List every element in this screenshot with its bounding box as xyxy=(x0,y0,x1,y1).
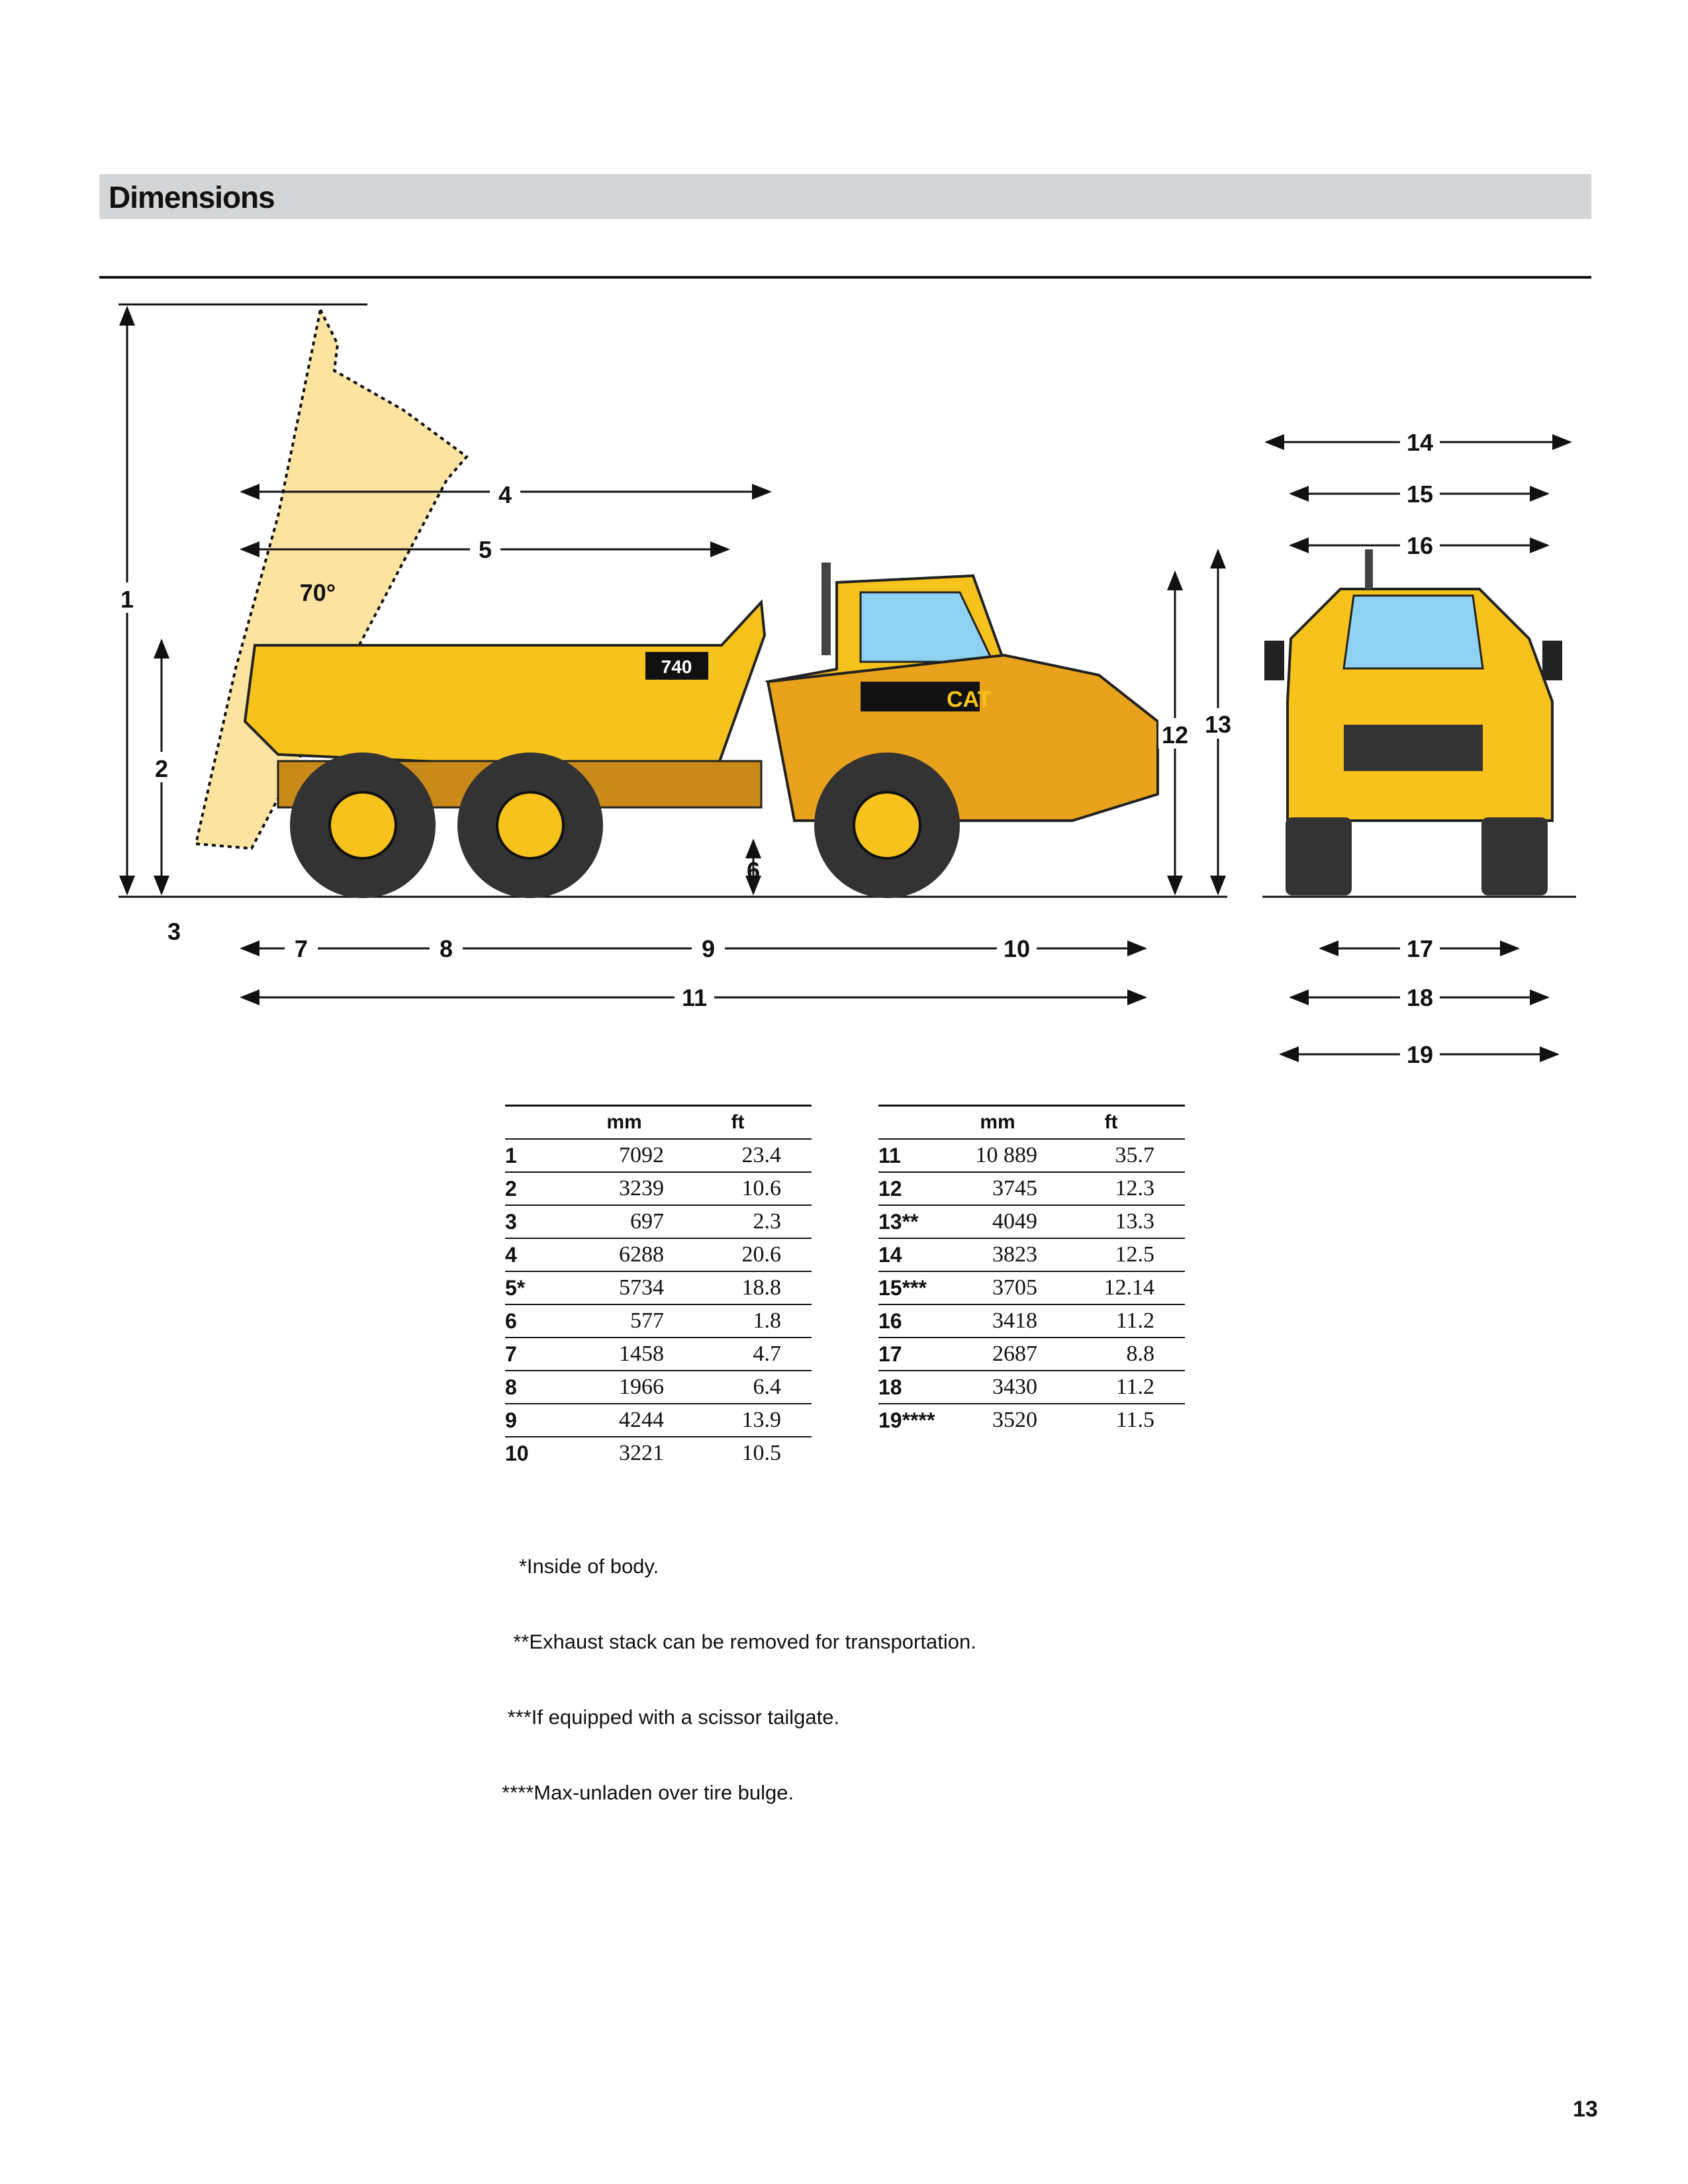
cell-mm: 1458 xyxy=(585,1338,664,1371)
wheel xyxy=(457,752,603,898)
cell-mm: 7092 xyxy=(585,1139,664,1172)
dim-label: 8 xyxy=(439,935,453,962)
footnote: *Inside of body. xyxy=(502,1555,659,1578)
dim-label: 1 xyxy=(120,586,134,613)
dim-label: 5 xyxy=(478,536,492,563)
cell-mm: 3823 xyxy=(958,1238,1037,1271)
cell-ft: 12.3 xyxy=(1037,1172,1185,1205)
cell-ft: 12.5 xyxy=(1037,1238,1185,1271)
cell-mm: 3430 xyxy=(958,1371,1037,1404)
dim-label: 14 xyxy=(1406,429,1434,456)
cell-key: 1 xyxy=(505,1139,585,1172)
cell-mm: 1966 xyxy=(585,1371,664,1404)
cell-mm: 3221 xyxy=(619,1441,664,1465)
cell-mm: 3520 xyxy=(992,1408,1037,1432)
cell-ft: 12.14 xyxy=(1037,1271,1185,1304)
cell-key: 5* xyxy=(505,1271,585,1304)
cell-mm: 5734 xyxy=(585,1271,664,1304)
cell-key: 10 xyxy=(505,1441,529,1465)
cell-mm: 3705 xyxy=(958,1271,1037,1304)
cell-key: 9 xyxy=(505,1404,585,1437)
cell-ft: 23.4 xyxy=(664,1139,812,1172)
dim-label: 10 xyxy=(1003,935,1031,962)
cell-key: 6 xyxy=(505,1304,585,1338)
svg-text:CAT: CAT xyxy=(947,687,992,712)
cell-key: 16 xyxy=(878,1304,958,1338)
dim-label: 4 xyxy=(498,481,512,508)
cell-mm: 2687 xyxy=(958,1338,1037,1371)
cell-key: 15*** xyxy=(878,1271,958,1304)
table-row xyxy=(878,1139,1185,1172)
cell-key: 14 xyxy=(878,1238,958,1271)
cell-key: 3 xyxy=(505,1205,585,1238)
dim-label: 16 xyxy=(1406,532,1434,559)
cell-key: 17 xyxy=(878,1338,958,1371)
table-row xyxy=(505,1172,812,1205)
dim-label: 17 xyxy=(1406,935,1434,962)
cell-mm: 10 889 xyxy=(958,1139,1037,1172)
footnotes xyxy=(502,1504,976,1831)
section-title: Dimensions xyxy=(109,180,275,214)
table-row xyxy=(505,1139,812,1172)
table-row xyxy=(878,1304,1185,1338)
table-row xyxy=(505,1404,812,1437)
cell-key: 19**** xyxy=(878,1408,935,1432)
cell-ft: 11.2 xyxy=(1037,1371,1185,1404)
cell-key: 7 xyxy=(505,1338,585,1371)
table-row xyxy=(505,1338,812,1371)
dimensions-table-left: mm ft 1 7092 23.4 2 3239 10.6 3 697 2.3 4 6288 20.6 5* 5734 18.8 6 577 1.8 7 1458 4.7 8 1966 6.4 9 4244 13.9 10 3221 10.5 xyxy=(505,1105,812,1469)
footnote: **Exhaust stack can be removed for transportation. xyxy=(502,1630,976,1653)
wheel xyxy=(814,752,960,898)
cell-ft: 8.8 xyxy=(1037,1338,1185,1371)
cell-ft: 11.2 xyxy=(1037,1304,1185,1338)
cell-mm: 4244 xyxy=(585,1404,664,1437)
cell-ft: 11.5 xyxy=(1115,1408,1154,1432)
table-row xyxy=(878,1172,1185,1205)
dim-label: 6 xyxy=(746,857,761,884)
dim-label: 7 xyxy=(294,935,308,962)
cell-ft: 10.6 xyxy=(664,1172,812,1205)
cell-mm: 4049 xyxy=(958,1205,1037,1238)
footnote: ****Max-unladen over tire bulge. xyxy=(502,1781,794,1804)
cell-key: 8 xyxy=(505,1371,585,1404)
cell-key: 18 xyxy=(878,1371,958,1404)
cell-ft: 13.3 xyxy=(1037,1205,1185,1238)
table-row xyxy=(505,1437,812,1469)
table-row xyxy=(505,1371,812,1404)
table-row xyxy=(505,1304,812,1338)
front-view xyxy=(1264,549,1562,895)
cell-mm: 3418 xyxy=(958,1304,1037,1338)
cell-key: 2 xyxy=(505,1172,585,1205)
wheel xyxy=(290,752,436,898)
cell-ft: 20.6 xyxy=(664,1238,812,1271)
dim-label: 15 xyxy=(1406,480,1434,508)
cell-key: 4 xyxy=(505,1238,585,1271)
dim-label: 12 xyxy=(1161,721,1189,749)
cell-ft: 18.8 xyxy=(664,1271,812,1304)
cell-ft: 6.4 xyxy=(664,1371,812,1404)
table-row xyxy=(878,1238,1185,1271)
page-number: 13 xyxy=(1573,2097,1598,2122)
table-row xyxy=(505,1238,812,1271)
footnote: ***If equipped with a scissor tailgate. xyxy=(502,1706,840,1729)
cell-mm: 697 xyxy=(585,1205,664,1238)
table-row xyxy=(878,1404,1185,1436)
svg-text:740: 740 xyxy=(661,657,692,677)
cell-ft: 1.8 xyxy=(664,1304,812,1338)
table-row xyxy=(505,1271,812,1304)
dim-label: 11 xyxy=(681,984,708,1011)
cell-mm: 3239 xyxy=(585,1172,664,1205)
cell-ft: 4.7 xyxy=(664,1338,812,1371)
cell-mm: 577 xyxy=(585,1304,664,1338)
dim-label: 19 xyxy=(1406,1041,1434,1068)
table-row xyxy=(878,1371,1185,1404)
dim-label: 3 xyxy=(167,918,181,945)
cell-mm: 3745 xyxy=(958,1172,1037,1205)
table-row xyxy=(505,1205,812,1238)
cell-ft: 10.5 xyxy=(741,1441,781,1465)
cell-key: 13** xyxy=(878,1205,958,1238)
cell-ft: 35.7 xyxy=(1037,1139,1185,1172)
table-row xyxy=(878,1271,1185,1304)
cell-ft: 2.3 xyxy=(664,1205,812,1238)
table-row xyxy=(878,1205,1185,1238)
dim-label: 2 xyxy=(154,755,169,782)
cell-key: 12 xyxy=(878,1172,958,1205)
table-row xyxy=(878,1338,1185,1371)
dim-label: 13 xyxy=(1204,711,1232,738)
dim-label: 9 xyxy=(701,935,716,962)
cell-mm: 6288 xyxy=(585,1238,664,1271)
dimensions-table-right: mm ft 11 10 889 35.7 12 3745 12.3 13** 4049 13.3 14 3823 12.5 15*** 3705 12.14 16 3418 11.2 17 2687 8.8 18 3430 11.2 19**** 3520 11.5 xyxy=(878,1105,1185,1436)
cell-ft: 13.9 xyxy=(664,1404,812,1437)
cell-key: 11 xyxy=(878,1139,958,1172)
dim-label: 18 xyxy=(1406,984,1434,1011)
angle-label: 70° xyxy=(299,579,336,606)
